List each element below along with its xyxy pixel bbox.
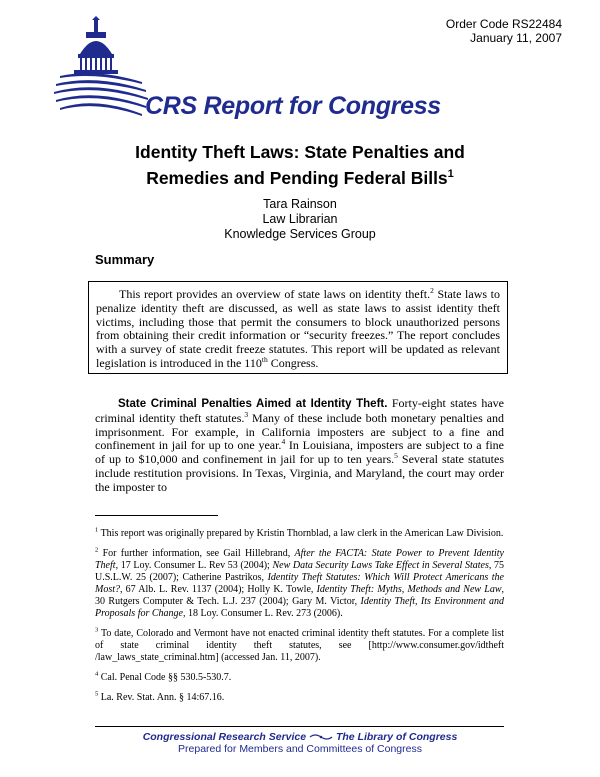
footnote-5	[95, 692, 504, 704]
footnote-ref[interactable]: 3	[244, 409, 249, 419]
report-date: January 11, 2007	[470, 31, 562, 45]
footnote-text: For further information, see Gail Hillebrand,	[98, 548, 295, 559]
citation-title: Identity Theft, Its Environment and Proposals for Change,	[95, 596, 504, 619]
footnote-text: Cal. Penal Code §§ 530.5-530.7.	[98, 672, 232, 683]
footnote-text: , 17 Loy. Consumer L. Rev 53 (2004);	[115, 560, 273, 571]
author-block	[0, 197, 600, 242]
title-line-1: Identity Theft Laws: State Penalties and	[135, 142, 465, 162]
title-line-2-text: Remedies and Pending Federal Bills	[146, 167, 448, 188]
summary-text-3: Congress.	[267, 355, 319, 370]
footnote-text: This report was originally prepared by Kristin Thornblad, a law clerk in the American Law Division.	[98, 528, 504, 539]
footnote-3	[95, 628, 504, 664]
ordinal-suffix: th	[261, 354, 268, 364]
citation-title: New Data Security Laws Take Effect in Several States	[272, 560, 489, 571]
footnote-number: 5	[95, 690, 99, 698]
footnote-number: 4	[95, 670, 99, 678]
footnote-4	[95, 672, 504, 684]
footer-divider	[95, 726, 504, 727]
footnote-text: 18 Loy. Consumer L. Rev. 273 (2006).	[185, 608, 343, 619]
footer-loc: The Library of Congress	[335, 731, 458, 743]
author-position: Law Librarian	[262, 212, 338, 226]
footer-line-2: Prepared for Members and Committees of Congress	[178, 743, 422, 755]
page-footer	[0, 731, 600, 755]
summary-box	[88, 281, 508, 374]
footnote-text: , 75 U.S.L.W. 25 (2007); Catherine Pastrikos,	[95, 560, 504, 583]
footnote-text: , 30 Rutgers Computer & Tech. L.J. 237 (2004); Gary M. Victor,	[95, 584, 504, 607]
order-code-block	[446, 17, 562, 45]
footnote-text: To date, Colorado and Vermont have not enacted criminal identity theft statutes. For a complete list of state criminal identity theft statutes, see [http://www.consumer.gov/idtheft /law_laws_state_criminal.htm] (accessed Jan. 11, 2007).	[95, 628, 504, 663]
footnote-number: 1	[95, 526, 99, 534]
summary-heading: Summary	[95, 252, 155, 267]
ornament-icon	[309, 733, 333, 741]
series-title: CRS Report for Congress	[145, 92, 441, 120]
body-text-4: Several state statutes include restitution provisions. In Texas, Virginia, and Maryland, the court may order the imposter to	[95, 452, 504, 494]
citation-title: Identity Theft: Myths, Methods and New Law	[316, 584, 502, 595]
footnote-number: 2	[95, 546, 99, 554]
footnote-ref[interactable]: 4	[281, 437, 286, 447]
title-line-2	[0, 163, 600, 189]
footer-line-1	[0, 731, 600, 743]
report-title	[0, 141, 600, 189]
footnote-ref[interactable]: 2	[430, 286, 434, 295]
body-paragraph	[95, 397, 504, 495]
footnote-2	[95, 548, 504, 620]
footnote-number: 3	[95, 626, 99, 634]
citation-title: Identity Theft Statutes: Which Will Protect Americans the Most?	[95, 572, 504, 595]
footnote-divider	[95, 515, 218, 516]
footnote-ref[interactable]: 5	[394, 451, 398, 461]
summary-text-2: State laws to penalize identity theft are discussed, as well as state laws to assist identity theft victims, including those that permit the consumers to block unauthorized persons from obtaining their credit information or “security freezes.” The report concludes with a survey of state credit freeze statutes. This report will be updated as relevant legislation is introduced in the 110	[96, 287, 500, 370]
author-name: Tara Rainson	[263, 197, 337, 211]
footnote-text: , 67 Alb. L. Rev. 1137 (2004); Holly K. Towle,	[120, 584, 317, 595]
order-code: Order Code RS22484	[445, 17, 562, 31]
citation-title: After the FACTA: State Power to Prevent Identity Theft	[95, 548, 504, 571]
footer-crs: Congressional Research Service	[142, 731, 307, 743]
author-division: Knowledge Services Group	[224, 227, 376, 241]
summary-text-1: This report provides an overview of state laws on identity theft.	[119, 287, 431, 301]
footnotes	[95, 528, 504, 712]
body-text-2: Many of these include both monetary penalties and imprisonment. For example, in California imposters are subject to a fine and confinement in jail for up to one year.	[95, 410, 504, 453]
body-text-1: Forty-eight states have criminal identity theft statutes.	[95, 396, 504, 425]
section-lead: State Criminal Penalties Aimed at Identity Theft.	[118, 398, 388, 410]
footnote-text: La. Rev. Stat. Ann. § 14:67.16.	[98, 692, 225, 703]
capitol-dome-icon	[50, 16, 150, 116]
body-text-3: In Louisiana, imposters are subject to a fine of up to $10,000 and confinement in jail for up to ten years.	[95, 438, 505, 467]
footnote-ref[interactable]: 1	[447, 168, 454, 180]
footnote-1	[95, 528, 504, 540]
